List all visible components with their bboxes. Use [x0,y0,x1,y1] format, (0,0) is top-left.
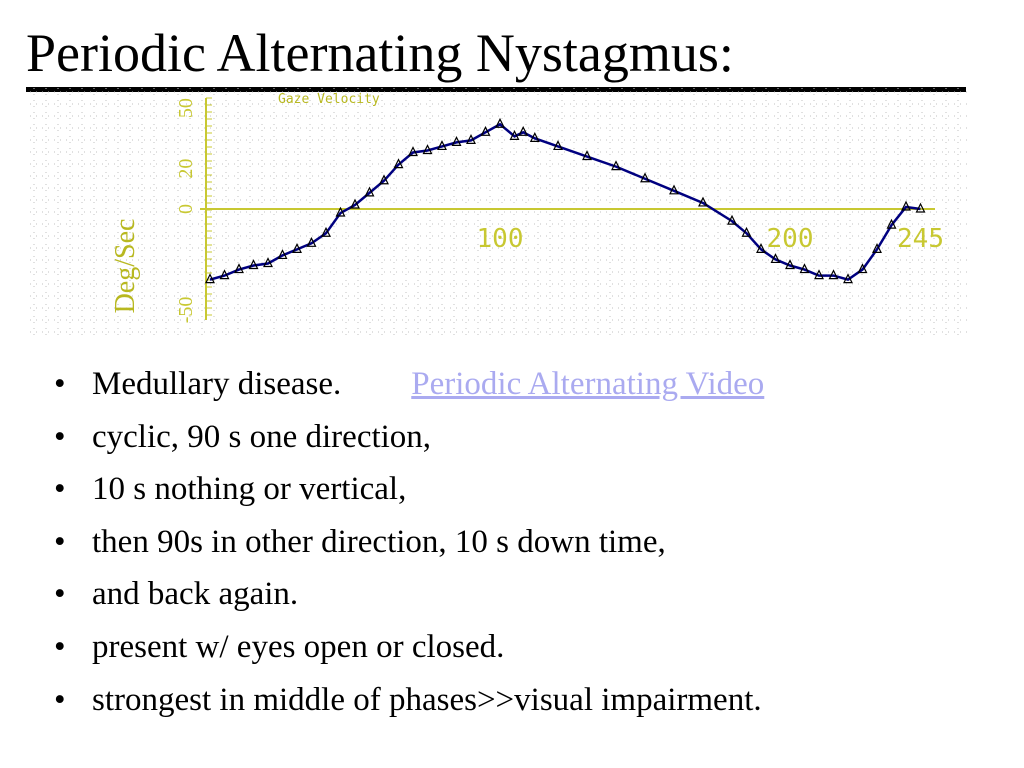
chart-y-axis-label: Deg/Sec [110,218,141,314]
bullet-item [54,568,764,621]
y-tick-label: 0 [175,204,197,214]
x-tick-label: 245 [897,224,944,254]
bullet-list [54,358,764,726]
y-tick-label: -50 [175,296,197,324]
bullet-dot: • [54,576,66,613]
bullet-dot: • [54,628,66,665]
bullet-text: 10 s nothing or vertical, [92,471,407,508]
bullet-text: cyclic, 90 s one direction, [92,418,432,455]
bullet-item [54,674,764,727]
chart-title: Gaze Velocity [278,92,380,107]
x-tick-label: 100 [476,224,524,254]
bullet-item [54,411,764,464]
bullet-dot: • [54,523,66,560]
bullet-text: then 90s in other direction, 10 s down time, [92,523,666,560]
bullet-text: strongest in middle of phases>>visual impairment. [92,681,762,718]
bullet-text: present w/ eyes open or closed. [92,628,505,665]
slide-title: Periodic Alternating Nystagmus: [26,23,734,83]
y-tick-label: 20 [175,158,197,179]
bullet-dot: • [54,366,66,402]
bullet-item [54,621,764,674]
bullet-item [54,463,764,516]
bullet-item [54,516,764,569]
bullet-text: Medullary disease. [92,366,342,402]
periodic-alternating-video-link[interactable]: Periodic Alternating Video [411,366,765,402]
gaze-velocity-chart [30,88,970,340]
velocity-points [206,119,925,282]
bullet-item [54,358,764,411]
bullet-dot: • [54,418,66,455]
bullet-text: and back again. [92,576,299,613]
chart-axes [175,98,944,323]
bullet-dot: • [54,681,66,718]
bullet-dot: • [54,471,66,508]
y-tick-label: 50 [175,98,197,119]
x-tick-label: 200 [766,224,814,254]
